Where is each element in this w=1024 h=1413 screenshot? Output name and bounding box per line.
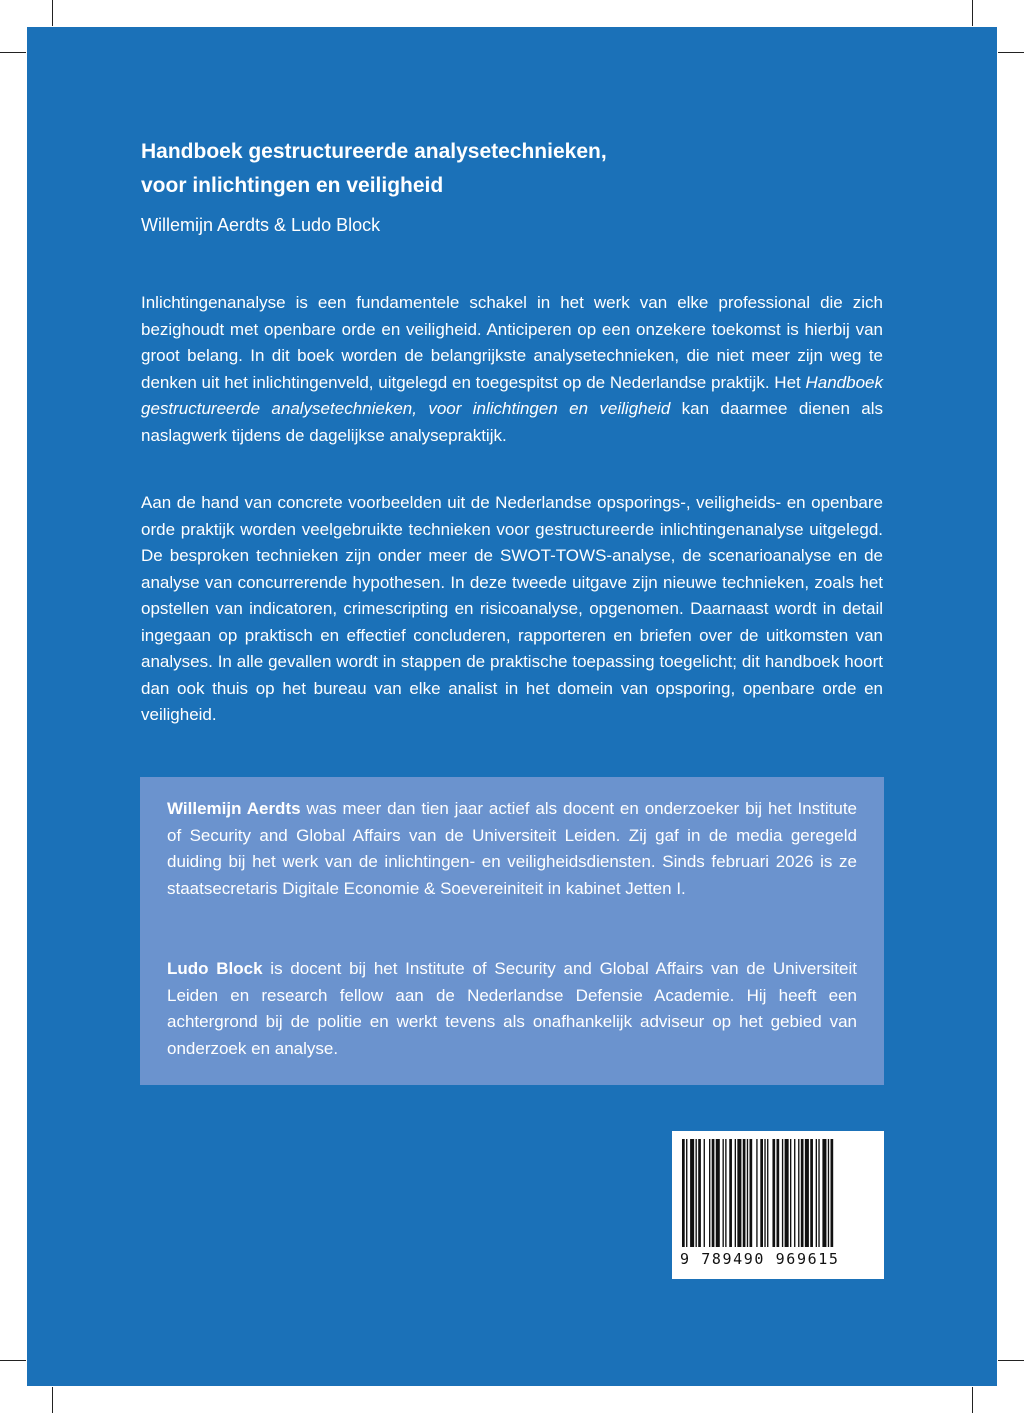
barcode-bar: [760, 1139, 763, 1247]
crop-mark: [972, 0, 973, 26]
barcode-bar: [790, 1139, 791, 1247]
crop-mark: [998, 52, 1024, 53]
barcode-bar: [723, 1139, 724, 1247]
barcode-bar: [696, 1139, 697, 1247]
barcode-bar: [785, 1139, 789, 1247]
crop-mark: [0, 52, 26, 53]
barcode-bar: [805, 1139, 809, 1247]
isbn-barcode: [672, 1131, 884, 1279]
blurb-p1-start: Inlichtingenanalyse is een fundamentele schakel in het werk van elke professional die zich bezighoudt met openbare orde en veiligheid. Anticiperen op een onzekere toekomst is hierbij van groot belang. In dit boek worden de belangrijkste analysetechnieken, die niet meer zijn weg te denken uit het inlichtingenveld, uitgelegd en toegespitst op de Nederlandse praktijk. Het: [141, 293, 883, 392]
book-title: [141, 135, 901, 203]
bio-aerdts-text: was meer dan tien jaar actief als docent en onderzoeker bij het Institute of Security and Global Affairs van de Universiteit Leiden. Zij gaf in de media geregeld duiding bij het werk van de inlichtingen- en veiligheidsdiensten. Sinds februari 2026 is ze staatsecretaris Digitale Economie & Soevereiniteit in kabinet Jetten I.: [167, 799, 857, 898]
isbn-number: 9 789490 969615: [680, 1250, 840, 1268]
barcode-bar: [772, 1139, 775, 1247]
barcode-bar: [810, 1139, 813, 1247]
barcode-bar: [686, 1139, 687, 1247]
barcode-bar: [743, 1139, 746, 1247]
barcode-bar: [682, 1139, 685, 1247]
crop-mark: [998, 1360, 1024, 1361]
barcode-bar: [816, 1139, 817, 1247]
barcode-bar: [716, 1139, 720, 1247]
back-cover: [27, 27, 997, 1386]
barcode-bar: [709, 1139, 710, 1247]
barcode-bar: [747, 1139, 748, 1247]
barcode-bar: [704, 1139, 705, 1247]
barcode-bar: [828, 1139, 829, 1247]
barcode-bar: [822, 1139, 826, 1247]
barcode-bar: [725, 1139, 726, 1247]
barcode-bar: [756, 1139, 757, 1247]
barcode-bar: [831, 1139, 834, 1247]
barcode-bar: [764, 1139, 765, 1247]
bio-aerdts: [167, 796, 857, 902]
author-bio-box: [140, 777, 884, 1085]
crop-mark: [52, 1387, 53, 1413]
barcode-bar: [782, 1139, 783, 1247]
blurb-p1-italic-title: Handboek gestructureerde analysetechnieken, voor inlichtingen en veiligheid: [141, 372, 883, 418]
bio-block-name: Ludo Block: [167, 959, 263, 978]
barcode-bar: [735, 1139, 736, 1247]
barcode-bar: [690, 1139, 694, 1247]
bio-block: [167, 956, 857, 1062]
barcode-bar: [767, 1139, 768, 1247]
barcode-bar: [794, 1139, 795, 1247]
crop-mark: [0, 1360, 26, 1361]
book-title-line2: voor inlichtingen en veiligheid: [141, 174, 444, 197]
blurb-p1-end: kan daarmee dienen als naslagwerk tijdens de dagelijkse analysepraktijk.: [141, 399, 883, 445]
barcode-bar: [801, 1139, 804, 1247]
barcode-bar: [750, 1139, 753, 1247]
blurb-paragraph-1: [141, 290, 883, 449]
blurb-paragraph-2: Aan de hand van concrete voorbeelden uit de Nederlandse opsporings-, veiligheids- en openbare orde praktijk worden veelgebruikte technieken voor gestructureerde inlichtingenanalyse uitgelegd. De besproken technieken zijn onder meer de SWOT-TOWS-analyse, de scenarioanalyse en de analyse van concurrerende hypothesen. In deze tweede uitgave zijn nieuwe technieken, zoals het opstellen van indicatoren, crimescripting en risicoanalyse, opgenomen. Daarnaast wordt in detail ingegaan op praktisch en effectief concluderen, rapporteren en briefen over de uitkomsten van analyses. In alle gevallen wordt in stappen de praktische toepassing toegelicht; dit handboek hoort dan ook thuis op het bureau van elke analist in het domein van opsporing, openbare orde en veiligheid.: [141, 493, 883, 724]
crop-mark: [52, 0, 53, 26]
barcode-bar: [737, 1139, 741, 1247]
barcode-bar: [712, 1139, 715, 1247]
crop-mark: [972, 1387, 973, 1413]
book-authors: Willemijn Aerdts & Ludo Block: [141, 215, 381, 235]
barcode-bar: [818, 1139, 819, 1247]
book-title-line1: Handboek gestructureerde analysetechnieken,: [141, 140, 607, 163]
barcode-bar: [777, 1139, 780, 1247]
bio-block-text: is docent bij het Institute of Security and Global Affairs van de Universiteit Leiden en research fellow aan de Nederlandse Defensie Academie. Hij heeft een achtergrond bij de politie en werkt tevens als onafhankelijk adviseur op het gebied van onderzoek en analyse.: [167, 959, 857, 1058]
barcode-bar: [729, 1139, 732, 1247]
bio-aerdts-name: Willemijn Aerdts: [167, 799, 301, 818]
barcode-bar: [798, 1139, 799, 1247]
barcode-bars: [680, 1139, 876, 1247]
barcode-bar: [698, 1139, 701, 1247]
